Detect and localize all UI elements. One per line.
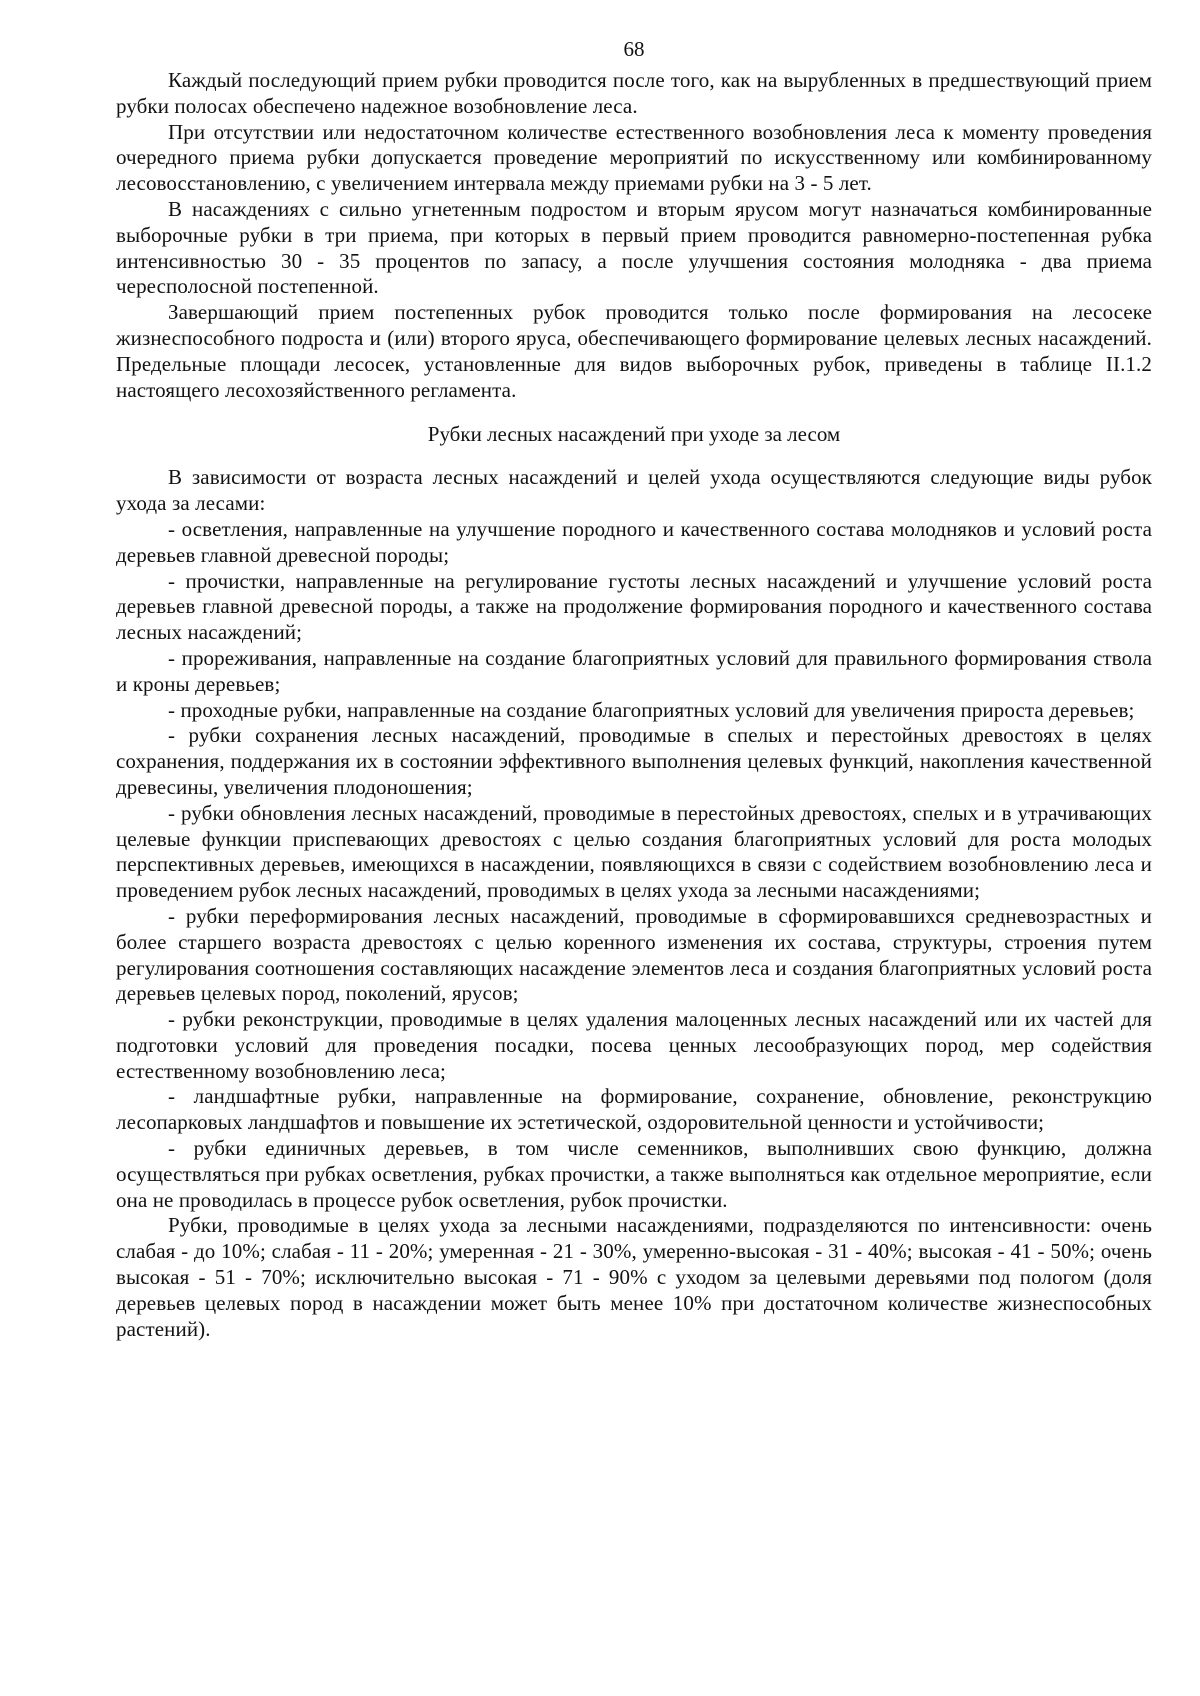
document-page xyxy=(116,36,1152,1342)
paragraph: Завершающий прием постепенных рубок проводится только после формирования на лесосеке жизнеспособного подроста и (или) второго яруса, обеспечивающего формирование целевых лесных насаждений. Предельные площади лесосек, установленные для видов выборочных рубок, приведены в таблице II.1.2 настоящего лесохозяйственного регламента. xyxy=(116,300,1152,402)
paragraph: В насаждениях с сильно угнетенным подростом и вторым ярусом могут назначаться комбинированные выборочные рубки в три приема, при которых в первый прием проводится равномерно-постепенная рубка интенсивностью 30 - 35 процентов по запасу, а после улучшения состояния молодняка - два приема чересполосной постепенной. xyxy=(116,196,1152,299)
list-item: - рубки сохранения лесных насаждений, проводимые в спелых и перестойных древостоях в целях сохранения, поддержания их в состоянии эффективного выполнения целевых функций, накопления качественной древесины, увеличения плодоношения; xyxy=(116,723,1152,799)
list-item: - рубки единичных деревьев, в том числе семенников, выполнивших свою функцию, должна осуществляться при рубках осветления, рубках прочистки, а также выполняться как отдельное мероприятие, если она не проводилась в процессе рубок осветления, рубок прочистки. xyxy=(116,1136,1152,1212)
list-item: - проходные рубки, направленные на создание благоприятных условий для увеличения прироста деревьев; xyxy=(168,697,1135,722)
list-item: - рубки переформирования лесных насаждений, проводимые в сформировавшихся средневозрастных и более старшего возраста древостоях с целью коренного изменения их состава, структуры, строения путем регулирования соотношения составляющих насаждение элементов леса и создания благоприятных условий роста деревьев целевых пород, поколений, ярусов; xyxy=(116,903,1152,1006)
paragraph: Каждый последующий прием рубки проводится после того, как на вырубленных в предшествующий прием рубки полосах обеспечено надежное возобновление леса. xyxy=(116,68,1152,118)
paragraph: В зависимости от возраста лесных насаждений и целей ухода осуществляются следующие виды рубок ухода за лесами: xyxy=(116,465,1152,516)
section-heading: Рубки лесных насаждений при уходе за лесом xyxy=(427,422,841,447)
page-number: 68 xyxy=(623,37,645,61)
list-item: - ландшафтные рубки, направленные на формирование, сохранение, обновление, реконструкцию лесопарковых ландшафтов и повышение их эстетической, оздоровительной ценности и устойчивости; xyxy=(116,1084,1152,1135)
paragraph: При отсутствии или недостаточном количестве естественного возобновления леса к моменту проведения очередного приема рубки допускается проведение мероприятий по искусственному или комбинированному лесовосстановлению, с увеличением интервала между приемами рубки на 3 - 5 лет. xyxy=(116,119,1152,196)
list-item: - прочистки, направленные на регулирование густоты лесных насаждений и улучшение условий роста деревьев главной древесной породы, а также на продолжение формирования породного и качественного состава лесных насаждений; xyxy=(116,568,1152,645)
list-item: - прореживания, направленные на создание благоприятных условий для правильного формирования ствола и кроны деревьев; xyxy=(116,645,1152,696)
list-item: - осветления, направленные на улучшение породного и качественного состава молодняков и условий роста деревьев главной древесной породы; xyxy=(116,516,1152,567)
paragraph: Рубки, проводимые в целях ухода за лесными насаждениями, подразделяются по интенсивности: очень слабая - до 10%; слабая - 11 - 20%; умеренная - 21 - 30%, умеренно-высокая - 31 - 40%; высокая - 41 - 50%; очень высокая - 51 - 70%; исключительно высокая - 71 - 90% с уходом за целевыми деревьями под пологом (доля деревьев целевых пород в насаждении может быть менее 10% при достаточном количестве жизнеспособных растений). xyxy=(116,1213,1152,1341)
list-item: - рубки реконструкции, проводимые в целях удаления малоценных лесных насаждений или их частей для подготовки условий для проведения посадки, посева ценных лесообразующих пород, мер содействия естественному возобновлению леса; xyxy=(116,1007,1152,1083)
list-item: - рубки обновления лесных насаждений, проводимые в перестойных древостоях, спелых и в утрачивающих целевые функции приспевающих древостоях с целью создания благоприятных условий для роста молодых перспективных деревьев, имеющихся в насаждении, появляющихся в связи с содействием возобновлению леса и проведением рубок лесных насаждений, проводимых в целях ухода за лесными насаждениями; xyxy=(116,800,1152,903)
